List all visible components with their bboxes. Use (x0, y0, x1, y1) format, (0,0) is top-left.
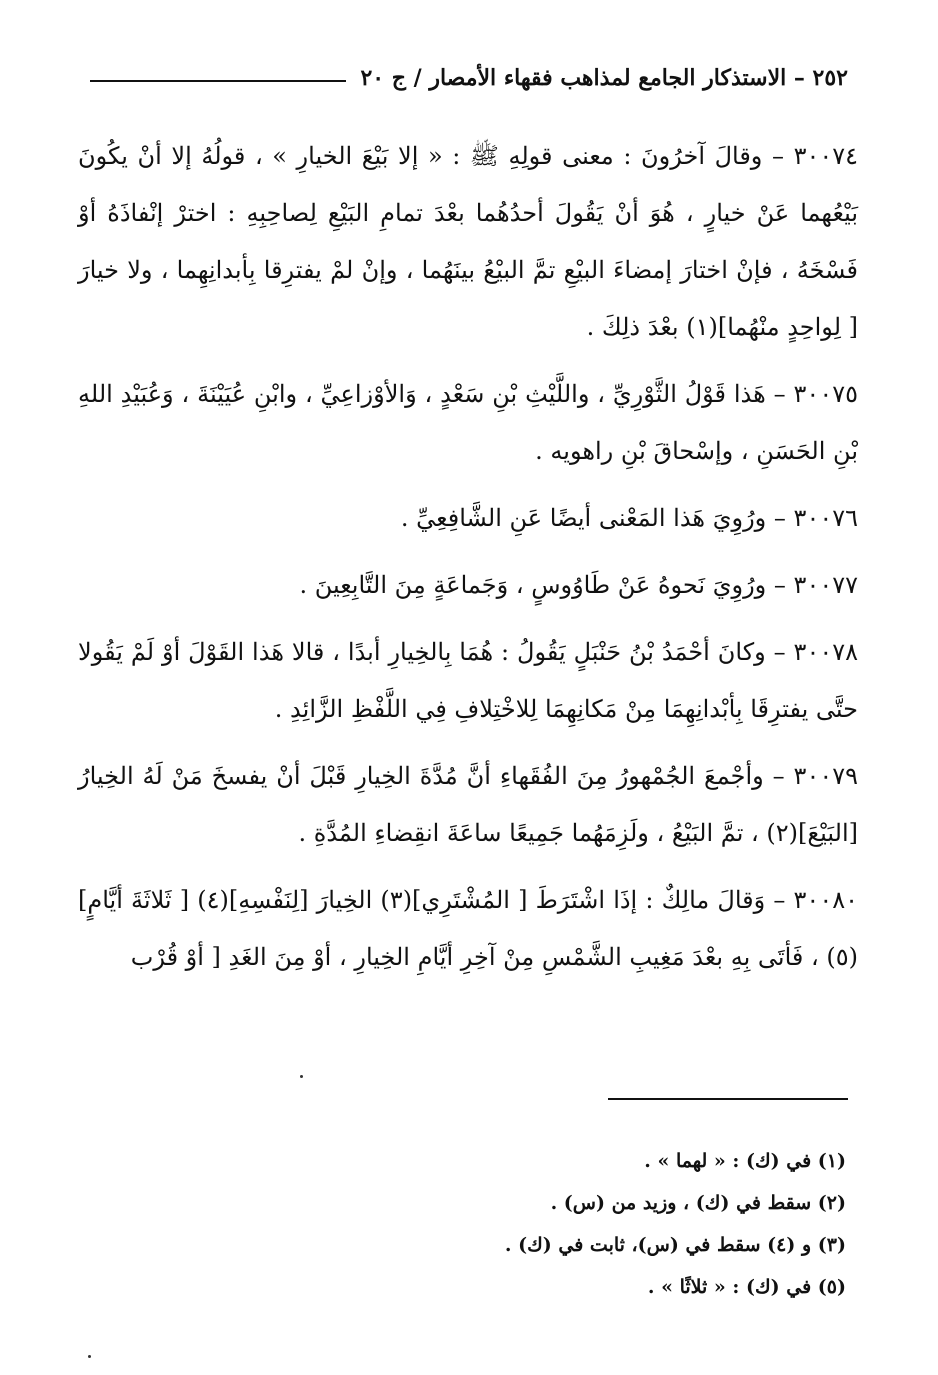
paragraph-text: – هَذا قَوْلُ الثَّوْرِيِّ ، واللَّيْثِ بْنِ سَعْدٍ ، وَالأوْزاعِيِّ ، وابْنِ عُيَيْنَةَ ، وَعُبَيْدِ اللهِ بْنِ الحَسَنِ ، وإسْحاقَ بْنِ راهويه . (78, 380, 858, 465)
paragraph (78, 557, 858, 614)
paragraph-number: ٣٠٠٧٩ (793, 762, 858, 790)
running-header (90, 58, 848, 98)
paragraph-number: ٣٠٠٧٥ (793, 380, 858, 408)
paragraph-text: – وَقالَ مالِكٌ : إذَا اشْتَرَطَ [ المُشْتَرِي](٣) الخِيارَ [لِنَفْسِهِ](٤) [ ثَلاثَةَ أيَّامٍ](٥) ، فَأتَى بِهِ بعْدَ مَغِيبِ الشَّمْسِ مِنْ آخِرِ أيَّامِ الخِيارِ ، أوْ مِنَ الغَدِ [ أوْ قُرْب (78, 886, 858, 971)
paragraph (78, 128, 858, 356)
paragraph (78, 490, 858, 547)
header-rule (90, 80, 346, 82)
footnote: (٢) سقط في (ك) ، وزيد من (س) . (550, 1192, 846, 1214)
footnote: (٥) في (ك) : « ثلاثًا » . (647, 1276, 846, 1298)
scan-speck (300, 1075, 303, 1078)
footnote: (٣) و (٤) سقط في (س)، ثابت في (ك) . (504, 1234, 846, 1256)
paragraph (78, 872, 858, 986)
paragraph-number: ٣٠٠٧٦ (793, 504, 858, 532)
footnotes (200, 1140, 846, 1308)
paragraph (78, 748, 858, 862)
paragraph-number: ٣٠٠٧٧ (793, 571, 858, 599)
paragraph (78, 624, 858, 738)
scan-speck (88, 1355, 91, 1358)
paragraph-text: – ورُوِيَ هَذا المَعْنى أيضًا عَنِ الشَّافِعِيِّ . (400, 504, 786, 532)
paragraph-number: ٣٠٠٧٤ (793, 142, 859, 170)
paragraph (78, 366, 858, 480)
footnote-separator (608, 1098, 848, 1100)
paragraph-number: ٣٠٠٨٠ (793, 886, 858, 914)
paragraph-text: – وكانَ أحْمَدُ بْنُ حَنْبَلٍ يَقُولُ : هُمَا بِالخِيارِ أبدًا ، قالا هَذا القَوْلَ أوْ لَمْ يَقُولا حتَّى يفترِقَا بِأبْدانِهِمَا مِنْ مَكانِهِمَا لِلاخْتِلافِ فِي اللَّفْظِ الزَّائِدِ . (78, 638, 858, 723)
paragraph-text: – وأجْمعَ الجُمْهورُ مِنَ الفُقَهاءِ أنَّ مُدَّةَ الخِيارِ قَبْلَ أنْ يفسخَ مَنْ لَهُ الخِيارُ [البَيْعَ](٢) ، تمَّ البَيْعُ ، ولَزِمَهُما جَمِيعًا ساعَةَ انقِضاءِ المُدَّةِ . (78, 762, 858, 847)
paragraph-number: ٣٠٠٧٨ (793, 638, 858, 666)
paragraph-text: – وقالَ آخرُونَ : معنى قولِهِ ﷺ : « إلا بَيْعَ الخيارِ » ، قولُهُ إلا أنْ يكُونَ بَيْعُهما عَنْ خيارٍ ، هُوَ أنْ يَقُولَ أحدُهُما بعْدَ تمامِ البَيْعِ لِصاحِبِهِ : اخترْ إنْفاذَهُ أوْ فَسْخَهُ ، فإنْ اختارَ إمضاءَ البيْعِ تمَّ البيْعُ بينَهُما ، وإنْ لمْ يفترِقا بِأبدانِهِما ، ولا خيارَ [ لِواحِدٍ منْهُما](١) بعْدَ ذلِكَ . (78, 142, 858, 341)
paragraph-text: – ورُوِيَ نَحوهُ عَنْ طَاوُوسٍ ، وَجَماعَةٍ مِنَ التَّابِعِينَ . (299, 571, 786, 599)
header-title: ٢٥٢ – الاستذكار الجامع لمذاهب فقهاء الأمصار / ج ٢٠ (360, 65, 848, 91)
main-text (78, 128, 858, 996)
footnote: (١) في (ك) : « لهما » . (644, 1150, 846, 1172)
